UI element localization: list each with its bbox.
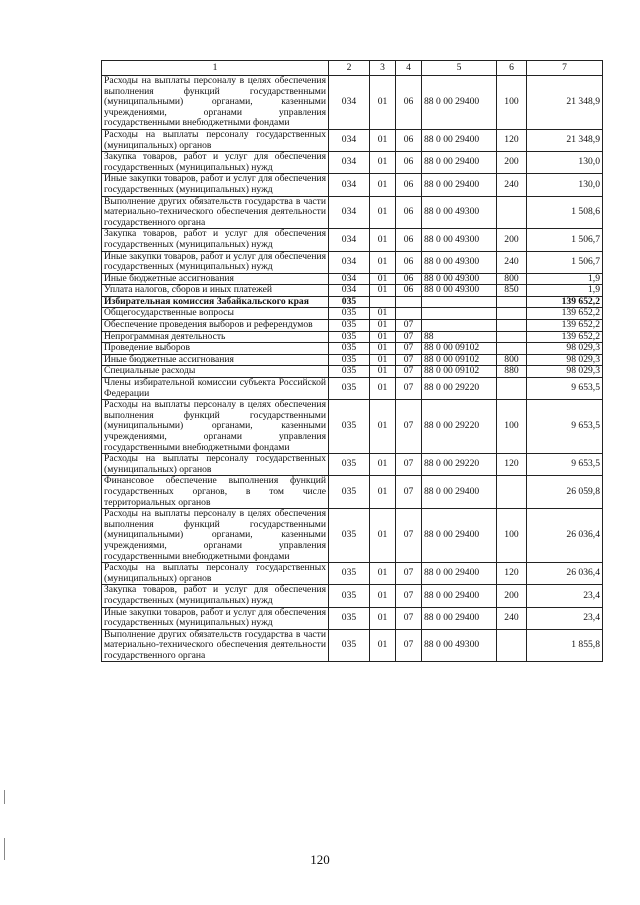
row-section-code: 01 — [370, 454, 396, 476]
row-target-code: 88 0 00 29400 — [422, 476, 497, 509]
row-subsection-code: 06 — [396, 273, 422, 285]
row-subsection-code: 07 — [396, 378, 422, 400]
table-row — [102, 629, 603, 662]
row-expense-type: 200 — [497, 229, 527, 251]
row-target-code: 88 0 00 29400 — [422, 174, 497, 196]
row-amount: 23,4 — [527, 607, 603, 629]
row-section-code: 01 — [370, 607, 396, 629]
table-row — [102, 129, 603, 151]
row-ministry-code: 035 — [329, 509, 370, 563]
row-expense-type — [497, 320, 527, 332]
row-section-code: 01 — [370, 285, 396, 297]
table-row — [102, 285, 603, 297]
row-section-code: 01 — [370, 509, 396, 563]
table-row — [102, 607, 603, 629]
table-row — [102, 273, 603, 285]
row-target-code: 88 0 00 49300 — [422, 273, 497, 285]
row-ministry-code: 035 — [329, 354, 370, 366]
row-expense-type: 800 — [497, 354, 527, 366]
row-expense-type — [497, 476, 527, 509]
row-amount: 1 855,8 — [527, 629, 603, 662]
row-subsection-code: 06 — [396, 152, 422, 174]
row-ministry-code: 034 — [329, 273, 370, 285]
row-expense-type: 240 — [497, 607, 527, 629]
row-expense-type — [497, 196, 527, 229]
row-expense-type: 800 — [497, 273, 527, 285]
row-ministry-code: 035 — [329, 343, 370, 355]
row-ministry-code: 035 — [329, 296, 370, 308]
row-target-code: 88 0 00 09102 — [422, 343, 497, 355]
row-ministry-code: 034 — [329, 285, 370, 297]
row-amount: 139 652,2 — [527, 308, 603, 320]
header-row — [102, 61, 603, 76]
row-subsection-code: 07 — [396, 354, 422, 366]
row-subsection-code: 06 — [396, 174, 422, 196]
header-col-5: 5 — [422, 61, 497, 76]
row-subsection-code: 07 — [396, 629, 422, 662]
row-ministry-code: 035 — [329, 400, 370, 454]
row-amount: 21 348,9 — [527, 129, 603, 151]
row-expense-type: 850 — [497, 285, 527, 297]
row-subsection-code: 07 — [396, 607, 422, 629]
row-subsection-code: 07 — [396, 400, 422, 454]
row-subsection-code: 07 — [396, 476, 422, 509]
row-subsection-code: 06 — [396, 251, 422, 273]
row-subsection-code: 06 — [396, 196, 422, 229]
row-amount: 1 508,6 — [527, 196, 603, 229]
row-name-cell: Расходы на выплаты персоналу в целях обеспечения выполнения функций государственными (муниципальными) органами, казенными учреждениями, органами управления государственными внебюджетными фондами — [102, 400, 329, 454]
row-section-code: 01 — [370, 152, 396, 174]
row-subsection-code: 07 — [396, 331, 422, 343]
row-name-cell: Расходы на выплаты персоналу государственных (муниципальных) органов — [102, 129, 329, 151]
row-subsection-code: 06 — [396, 129, 422, 151]
row-section-code: 01 — [370, 308, 396, 320]
row-name-cell: Проведение выборов — [102, 343, 329, 355]
row-ministry-code: 034 — [329, 174, 370, 196]
row-name-cell: Иные бюджетные ассигнования — [102, 354, 329, 366]
row-amount: 26 036,4 — [527, 563, 603, 585]
row-target-code: 88 0 00 49300 — [422, 229, 497, 251]
row-section-code: 01 — [370, 76, 396, 130]
row-name-cell: Обеспечение проведения выборов и референдумов — [102, 320, 329, 332]
row-ministry-code: 034 — [329, 251, 370, 273]
row-name-cell: Общегосударственные вопросы — [102, 308, 329, 320]
row-target-code: 88 0 00 09102 — [422, 354, 497, 366]
scan-margin-mark — [4, 790, 5, 804]
row-expense-type: 120 — [497, 454, 527, 476]
table-row — [102, 196, 603, 229]
table-row — [102, 308, 603, 320]
row-ministry-code: 035 — [329, 629, 370, 662]
row-target-code — [422, 308, 497, 320]
row-subsection-code — [396, 296, 422, 308]
row-amount: 1,9 — [527, 285, 603, 297]
row-target-code: 88 0 00 29400 — [422, 585, 497, 607]
row-section-code: 01 — [370, 366, 396, 378]
row-expense-type: 120 — [497, 563, 527, 585]
row-amount: 1 506,7 — [527, 229, 603, 251]
row-section-code: 01 — [370, 273, 396, 285]
row-ministry-code: 035 — [329, 563, 370, 585]
row-amount: 139 652,2 — [527, 320, 603, 332]
table-row — [102, 563, 603, 585]
row-amount: 98 029,3 — [527, 343, 603, 355]
table-row — [102, 454, 603, 476]
row-expense-type — [497, 629, 527, 662]
row-section-code: 01 — [370, 585, 396, 607]
row-section-code: 01 — [370, 378, 396, 400]
row-name-cell: Избирательная комиссия Забайкальского края — [102, 296, 329, 308]
row-ministry-code: 035 — [329, 366, 370, 378]
row-expense-type — [497, 331, 527, 343]
table-row — [102, 76, 603, 130]
row-amount: 23,4 — [527, 585, 603, 607]
row-target-code: 88 0 00 29220 — [422, 400, 497, 454]
row-name-cell: Закупка товаров, работ и услуг для обеспечения государственных (муниципальных) нужд — [102, 229, 329, 251]
row-target-code: 88 0 00 49300 — [422, 196, 497, 229]
header-col-7: 7 — [527, 61, 603, 76]
table-row — [102, 152, 603, 174]
row-name-cell: Непрограммная деятельность — [102, 331, 329, 343]
row-ministry-code: 034 — [329, 76, 370, 130]
row-target-code: 88 0 00 29400 — [422, 563, 497, 585]
row-subsection-code: 07 — [396, 366, 422, 378]
row-amount: 1,9 — [527, 273, 603, 285]
table-row — [102, 174, 603, 196]
row-expense-type — [497, 343, 527, 355]
row-ministry-code: 035 — [329, 476, 370, 509]
row-subsection-code: 07 — [396, 509, 422, 563]
row-section-code: 01 — [370, 476, 396, 509]
row-name-cell: Расходы на выплаты персоналу в целях обеспечения выполнения функций государственными (муниципальными) органами, казенными учреждениями, органами управления государственными внебюджетными фондами — [102, 76, 329, 130]
row-subsection-code: 07 — [396, 563, 422, 585]
row-target-code: 88 0 00 09102 — [422, 366, 497, 378]
row-ministry-code: 035 — [329, 331, 370, 343]
row-expense-type — [497, 296, 527, 308]
row-target-code: 88 0 00 29220 — [422, 454, 497, 476]
scan-margin-mark — [4, 838, 5, 860]
table-row — [102, 400, 603, 454]
row-subsection-code: 06 — [396, 285, 422, 297]
table-row — [102, 378, 603, 400]
row-amount: 130,0 — [527, 174, 603, 196]
row-target-code: 88 0 00 29400 — [422, 129, 497, 151]
row-section-code — [370, 296, 396, 308]
row-target-code: 88 0 00 29220 — [422, 378, 497, 400]
row-ministry-code: 034 — [329, 229, 370, 251]
row-name-cell: Расходы на выплаты персоналу в целях обеспечения выполнения функций государственными (муниципальными) органами, казенными учреждениями, органами управления государственными внебюджетными фондами — [102, 509, 329, 563]
row-target-code: 88 — [422, 331, 497, 343]
row-section-code: 01 — [370, 400, 396, 454]
row-section-code: 01 — [370, 629, 396, 662]
row-expense-type: 100 — [497, 76, 527, 130]
row-expense-type: 200 — [497, 585, 527, 607]
row-name-cell: Расходы на выплаты персоналу государственных (муниципальных) органов — [102, 563, 329, 585]
row-section-code: 01 — [370, 331, 396, 343]
row-amount: 139 652,2 — [527, 296, 603, 308]
row-ministry-code: 035 — [329, 378, 370, 400]
row-section-code: 01 — [370, 196, 396, 229]
row-name-cell: Финансовое обеспечение выполнения функций государственных органов, в том числе территориальных органов — [102, 476, 329, 509]
table-row — [102, 585, 603, 607]
row-amount: 9 653,5 — [527, 400, 603, 454]
row-amount: 21 348,9 — [527, 76, 603, 130]
budget-table — [101, 60, 603, 662]
row-ministry-code: 035 — [329, 454, 370, 476]
row-ministry-code: 034 — [329, 152, 370, 174]
row-target-code: 88 0 00 29400 — [422, 509, 497, 563]
row-section-code: 01 — [370, 343, 396, 355]
row-ministry-code: 034 — [329, 196, 370, 229]
row-subsection-code: 06 — [396, 229, 422, 251]
row-name-cell: Иные бюджетные ассигнования — [102, 273, 329, 285]
row-target-code: 88 0 00 49300 — [422, 629, 497, 662]
row-name-cell: Члены избирательной комиссии субъекта Российской Федерации — [102, 378, 329, 400]
row-ministry-code: 035 — [329, 308, 370, 320]
row-section-code: 01 — [370, 129, 396, 151]
row-name-cell: Иные закупки товаров, работ и услуг для обеспечения государственных (муниципальных) нужд — [102, 174, 329, 196]
row-subsection-code — [396, 308, 422, 320]
row-expense-type — [497, 308, 527, 320]
row-target-code — [422, 296, 497, 308]
table-body — [102, 76, 603, 662]
row-expense-type: 880 — [497, 366, 527, 378]
header-col-6: 6 — [497, 61, 527, 76]
row-amount: 1 506,7 — [527, 251, 603, 273]
row-expense-type: 100 — [497, 509, 527, 563]
row-expense-type — [497, 378, 527, 400]
row-target-code — [422, 320, 497, 332]
row-ministry-code: 035 — [329, 320, 370, 332]
row-subsection-code: 06 — [396, 76, 422, 130]
row-amount: 9 653,5 — [527, 454, 603, 476]
page-number: 120 — [310, 852, 330, 867]
header-col-1: 1 — [102, 61, 329, 76]
row-section-code: 01 — [370, 229, 396, 251]
row-amount: 98 029,3 — [527, 354, 603, 366]
row-name-cell: Выполнение других обязательств государства в части материально-технического обеспечения деятельности государственного органа — [102, 196, 329, 229]
row-section-code: 01 — [370, 320, 396, 332]
row-name-cell: Иные закупки товаров, работ и услуг для обеспечения государственных (муниципальных) нужд — [102, 607, 329, 629]
table-row — [102, 476, 603, 509]
row-target-code: 88 0 00 29400 — [422, 607, 497, 629]
header-col-4: 4 — [396, 61, 422, 76]
row-amount: 26 036,4 — [527, 509, 603, 563]
row-expense-type: 200 — [497, 152, 527, 174]
row-target-code: 88 0 00 29400 — [422, 76, 497, 130]
row-section-code: 01 — [370, 174, 396, 196]
row-amount: 9 653,5 — [527, 378, 603, 400]
row-amount: 26 059,8 — [527, 476, 603, 509]
row-amount: 98 029,3 — [527, 366, 603, 378]
table-row — [102, 251, 603, 273]
table-row — [102, 229, 603, 251]
row-subsection-code: 07 — [396, 585, 422, 607]
row-target-code: 88 0 00 49300 — [422, 285, 497, 297]
row-section-code: 01 — [370, 563, 396, 585]
row-target-code: 88 0 00 29400 — [422, 152, 497, 174]
table-row — [102, 509, 603, 563]
row-target-code: 88 0 00 49300 — [422, 251, 497, 273]
row-section-code: 01 — [370, 251, 396, 273]
row-expense-type: 100 — [497, 400, 527, 454]
row-section-code: 01 — [370, 354, 396, 366]
header-col-3: 3 — [370, 61, 396, 76]
table-row — [102, 331, 603, 343]
row-name-cell: Выполнение других обязательств государства в части материально-технического обеспечения деятельности государственного органа — [102, 629, 329, 662]
header-col-2: 2 — [329, 61, 370, 76]
row-expense-type: 240 — [497, 174, 527, 196]
row-ministry-code: 035 — [329, 585, 370, 607]
table-row — [102, 354, 603, 366]
row-name-cell: Закупка товаров, работ и услуг для обеспечения государственных (муниципальных) нужд — [102, 152, 329, 174]
row-subsection-code: 07 — [396, 320, 422, 332]
table-row — [102, 343, 603, 355]
table-row — [102, 320, 603, 332]
row-subsection-code: 07 — [396, 343, 422, 355]
row-expense-type: 120 — [497, 129, 527, 151]
row-name-cell: Закупка товаров, работ и услуг для обеспечения государственных (муниципальных) нужд — [102, 585, 329, 607]
table-row — [102, 366, 603, 378]
table-row — [102, 296, 603, 308]
row-expense-type: 240 — [497, 251, 527, 273]
row-amount: 139 652,2 — [527, 331, 603, 343]
row-name-cell: Специальные расходы — [102, 366, 329, 378]
row-ministry-code: 034 — [329, 129, 370, 151]
row-ministry-code: 035 — [329, 607, 370, 629]
row-name-cell: Расходы на выплаты персоналу государственных (муниципальных) органов — [102, 454, 329, 476]
row-amount: 130,0 — [527, 152, 603, 174]
row-subsection-code: 07 — [396, 454, 422, 476]
row-name-cell: Иные закупки товаров, работ и услуг для обеспечения государственных (муниципальных) нужд — [102, 251, 329, 273]
row-name-cell: Уплата налогов, сборов и иных платежей — [102, 285, 329, 297]
